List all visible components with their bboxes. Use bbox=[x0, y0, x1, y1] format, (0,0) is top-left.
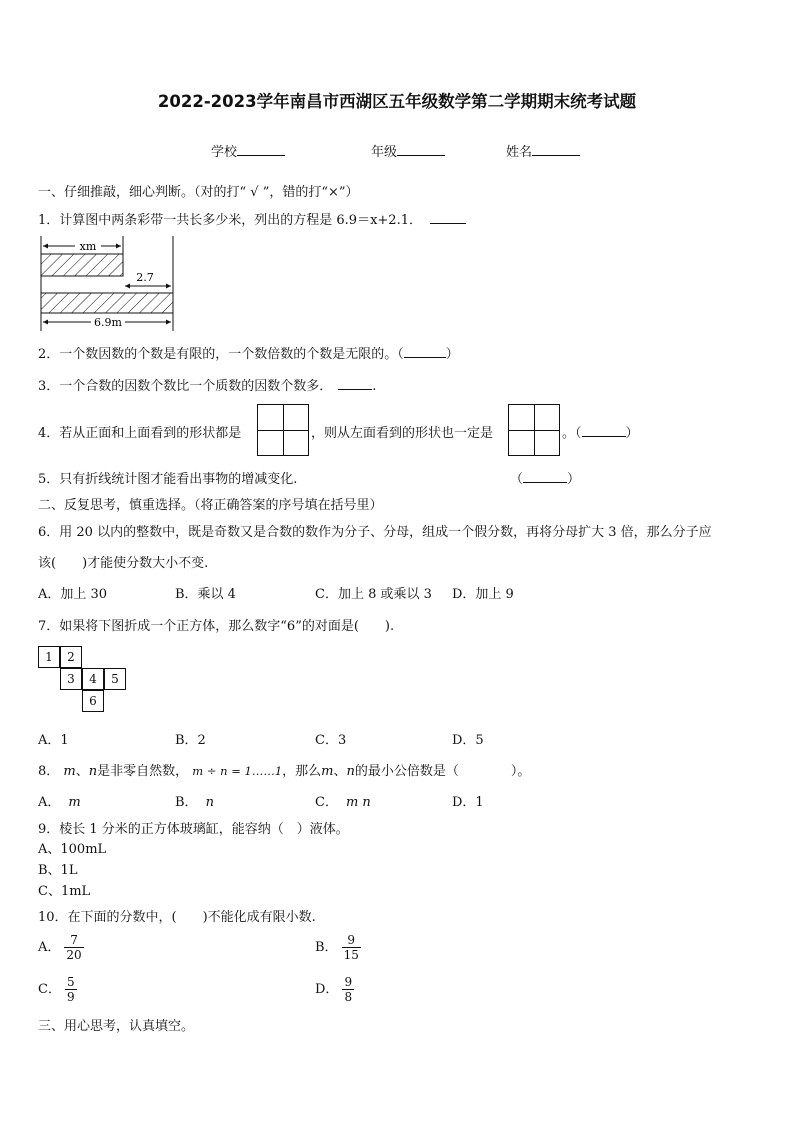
option-label: C． bbox=[38, 982, 61, 997]
question-8 bbox=[38, 760, 530, 779]
net-cell-6: 6 bbox=[82, 690, 104, 712]
question-9-option-b[interactable]: B、1L bbox=[38, 863, 78, 878]
question-5-text: 5．只有折线统计图才能看出事物的增减变化. bbox=[38, 472, 298, 487]
ribbon-diagram bbox=[35, 236, 185, 332]
name-label: 姓名 bbox=[506, 145, 533, 160]
question-7-option-d[interactable]: D．5 bbox=[452, 733, 484, 748]
school-field[interactable] bbox=[211, 141, 285, 160]
question-8-text-2: ，那么 bbox=[282, 764, 322, 779]
question-3 bbox=[38, 375, 376, 394]
option-label: A． bbox=[38, 795, 61, 810]
question-3-end: . bbox=[372, 379, 377, 394]
numerator: 9 bbox=[342, 933, 361, 948]
question-2-blank[interactable] bbox=[404, 357, 446, 358]
net-cell-5: 5 bbox=[104, 668, 126, 690]
grade-field[interactable] bbox=[371, 141, 445, 160]
section-2-heading: 二、反复思考，慎重选择。（将正确答案的序号填在括号里） bbox=[38, 498, 383, 513]
question-2-close: ） bbox=[445, 347, 459, 362]
numerator: 9 bbox=[344, 975, 353, 989]
question-9-text: 9．棱长 1 分米的正方体玻璃缸，能容纳（ ）液体。 bbox=[38, 822, 349, 837]
question-8-text-3: 的最小公倍数是（ ）。 bbox=[354, 764, 531, 779]
label-xm: xm bbox=[79, 240, 97, 253]
grade-label: 年级 bbox=[371, 145, 398, 160]
denominator: 15 bbox=[343, 948, 359, 962]
question-10-option-d[interactable] bbox=[315, 975, 354, 1004]
question-4-part-c bbox=[562, 422, 639, 441]
denominator: 9 bbox=[66, 990, 75, 1004]
var-m: m bbox=[63, 764, 76, 779]
question-9-option-c[interactable]: C、1mL bbox=[38, 884, 91, 899]
option-label: B． bbox=[315, 940, 338, 955]
grid-shape-left bbox=[508, 404, 560, 456]
question-1 bbox=[38, 209, 466, 228]
question-4-part-b: ，则从左面看到的形状也一定是 bbox=[311, 426, 494, 441]
question-8-text-1: 是非零自然数， bbox=[97, 764, 189, 779]
question-6-line-1: 6．用 20 以内的整数中，既是奇数又是合数的数作为分子、分母，组成一个假分数，再将分母扩大 3 倍，那么分子应 bbox=[38, 525, 712, 540]
question-4-close: ） bbox=[625, 426, 639, 441]
question-10-option-b[interactable] bbox=[315, 933, 361, 962]
section-3-heading: 三、用心思考，认真填空。 bbox=[38, 1019, 195, 1034]
question-4-blank[interactable] bbox=[582, 436, 626, 437]
fraction bbox=[64, 933, 83, 962]
var-n-2: n bbox=[346, 764, 355, 779]
question-5-close: ） bbox=[567, 472, 581, 487]
question-8-option-a[interactable] bbox=[38, 791, 81, 810]
option-label: D． bbox=[315, 982, 339, 997]
question-5-answer bbox=[510, 468, 580, 487]
name-field[interactable] bbox=[506, 141, 580, 160]
question-5-blank[interactable] bbox=[523, 482, 567, 483]
question-4-part-a: 4．若从正面和上面看到的形状都是 bbox=[38, 426, 242, 441]
name-blank[interactable] bbox=[532, 155, 580, 156]
option-var: n bbox=[205, 795, 214, 810]
label-6-9m: 6.9m bbox=[94, 316, 122, 329]
question-8-option-b[interactable] bbox=[175, 791, 214, 810]
net-cell-4: 4 bbox=[82, 668, 104, 690]
school-blank[interactable] bbox=[237, 155, 285, 156]
question-8-option-d[interactable]: D．1 bbox=[452, 795, 484, 810]
question-10-option-a[interactable] bbox=[38, 933, 84, 962]
school-label: 学校 bbox=[211, 145, 238, 160]
fraction bbox=[342, 975, 354, 1004]
question-7-option-b[interactable]: B．2 bbox=[175, 733, 206, 748]
var-m-2: m bbox=[321, 764, 334, 779]
question-9-option-a[interactable]: A、100mL bbox=[38, 842, 107, 857]
net-cell-3: 3 bbox=[60, 668, 82, 690]
question-2-text: 2．一个数因数的个数是有限的，一个数倍数的个数是无限的。（ bbox=[38, 347, 404, 362]
page-title: 2022-2023学年南昌市西湖区五年级数学第二学期期末统考试题 bbox=[157, 92, 637, 111]
question-1-text: 1．计算图中两条彩带一共长多少米，列出的方程是 6.9＝x+2.1． bbox=[38, 213, 422, 228]
numerator: 7 bbox=[64, 933, 83, 948]
question-5-open: （ bbox=[510, 472, 524, 487]
sep-2: 、 bbox=[333, 764, 347, 779]
option-var: m bbox=[68, 795, 81, 810]
question-8-option-c[interactable] bbox=[315, 791, 371, 810]
question-10-text: 10．在下面的分数中，( )不能化成有限小数. bbox=[38, 910, 316, 925]
grade-blank[interactable] bbox=[397, 155, 445, 156]
net-cell-1: 1 bbox=[38, 646, 60, 668]
fraction bbox=[65, 975, 77, 1004]
question-6-line-2: 该( )才能使分数大小不变. bbox=[38, 556, 209, 571]
question-2 bbox=[38, 343, 459, 362]
question-3-blank[interactable] bbox=[338, 389, 372, 390]
fraction bbox=[342, 933, 361, 962]
question-6-option-a[interactable]: A．加上 30 bbox=[38, 587, 108, 602]
sep: 、 bbox=[75, 764, 89, 779]
numerator: 5 bbox=[66, 975, 75, 989]
question-4-open: 。（ bbox=[562, 426, 582, 441]
question-8-number: 8． bbox=[38, 764, 60, 779]
option-label: B． bbox=[175, 795, 198, 810]
denominator: 8 bbox=[344, 990, 353, 1004]
option-label: A． bbox=[38, 940, 61, 955]
question-7-option-c[interactable]: C．3 bbox=[315, 733, 347, 748]
question-6-option-b[interactable]: B．乘以 4 bbox=[175, 587, 236, 602]
label-2-7: 2.7 bbox=[136, 271, 154, 284]
question-6-option-c[interactable]: C．加上 8 或乘以 3 bbox=[315, 587, 432, 602]
option-label: C． bbox=[315, 795, 338, 810]
denominator: 20 bbox=[66, 948, 82, 962]
question-3-text: 3．一个合数的因数个数比一个质数的因数个数多． bbox=[38, 379, 333, 394]
division-expression: m ÷ n = 1……1 bbox=[192, 764, 283, 778]
net-cell-2: 2 bbox=[60, 646, 82, 668]
option-var: m n bbox=[345, 795, 371, 810]
question-10-option-c[interactable] bbox=[38, 975, 77, 1004]
question-6-option-d[interactable]: D．加上 9 bbox=[452, 587, 514, 602]
var-n: n bbox=[88, 764, 98, 779]
question-1-blank[interactable] bbox=[430, 223, 466, 224]
section-1-heading: 一、仔细推敲，细心判断。（对的打“ √ ”，错的打“×”） bbox=[38, 185, 359, 200]
grid-shape-front-top bbox=[257, 404, 309, 456]
question-7-text: 7．如果将下图折成一个正方体，那么数字“6”的对面是( ). bbox=[38, 619, 395, 634]
question-7-option-a[interactable]: A．1 bbox=[38, 733, 69, 748]
